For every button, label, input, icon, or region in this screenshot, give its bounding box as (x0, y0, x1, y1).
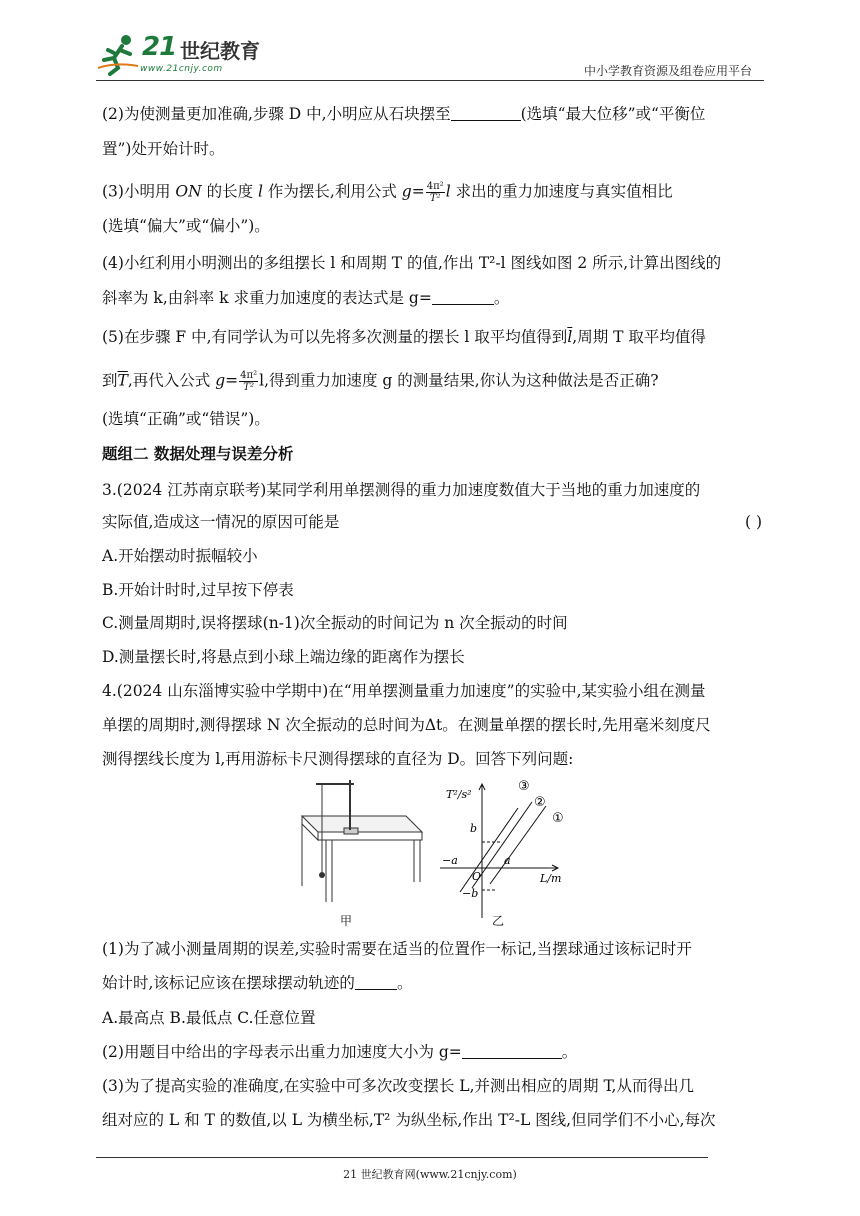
figure-label-right: 乙 (492, 914, 505, 928)
q5-text-d: ,再代入公式 (127, 371, 216, 390)
section-title: 题组二 数据处理与误差分析 (102, 445, 294, 463)
p3-option-b: B.开始计时时,过早按下停表 (102, 581, 294, 599)
q5-text-e: l,得到重力加速度 g 的测量结果,你认为这种做法是否正确? (259, 371, 659, 390)
header-divider (96, 80, 764, 81)
y-axis-label: T²/s² (446, 788, 472, 801)
logo-url: www.21cnjy.com (140, 64, 223, 74)
q2-line2 (102, 139, 224, 159)
q5-frac-den: T² (243, 382, 254, 393)
line-2-label: ② (534, 795, 546, 810)
q3-frac-num: 4π² (426, 181, 444, 192)
figure-label-left: 甲 (340, 914, 353, 928)
q4-text-b: 斜率为 k,由斜率 k 求重力加速度的表达式是 g= (102, 289, 432, 307)
q3-line1 (102, 181, 673, 204)
tick-neg-b: −b (462, 887, 479, 900)
page-footer: 21 世纪教育网(www.21cnjy.com) (343, 1168, 517, 1181)
p3-line1 (102, 480, 700, 500)
q3-text-a: (3)小明用 (102, 182, 176, 201)
p4-q1-text-b: 。 (396, 974, 413, 992)
q3-text-b: 的长度 (201, 182, 259, 201)
q5-line2 (102, 370, 659, 393)
p4-q2-text-b: 。 (561, 1043, 578, 1061)
runner-icon (96, 32, 140, 76)
q3-line2 (102, 216, 270, 236)
q4-line2 (102, 288, 509, 308)
p3-option-c: C.测量周期时,误将摆球(n-1)次全振动的时间记为 n 次全振动的时间 (102, 614, 568, 632)
q5-eq: = (225, 371, 239, 390)
page-header (96, 30, 764, 82)
q3-text-d: 求出的重力加速度与真实值相比 (450, 182, 673, 201)
experiment-figure (296, 776, 576, 932)
q3-frac-den: T² (429, 193, 441, 204)
site-logo (96, 30, 266, 78)
p4-q1-line2 (102, 973, 412, 993)
q3-g: g (401, 182, 412, 201)
p4-q3-line2: 组对应的 L 和 T 的数值,以 L 为横坐标,T² 为纵坐标,作出 T²-L 图线,但同学们不小心,每次 (102, 1111, 716, 1129)
footer-divider (96, 1157, 708, 1158)
header-platform-text: 中小学教育资源及组卷应用平台 (583, 64, 752, 78)
p4-line1: 4.(2024 山东淄博实验中学期中)在“用单摆测量重力加速度”的实验中,某实验小组在测量 (102, 682, 706, 700)
tick-b: b (470, 822, 478, 835)
line-1-label: ① (552, 811, 564, 826)
p4-q1-text-a: 始计时,该标记应该在摆球摆动轨迹的 (102, 974, 355, 992)
q5-text-b: ,周期 T 取平均值得 (572, 328, 706, 346)
x-axis-label: L/m (540, 872, 562, 885)
q4-line1 (102, 253, 721, 273)
p3-answer-paren[interactable]: ( ) (744, 513, 762, 531)
p4-line2: 单摆的周期时,测得摆球 N 次全振动的总时间为Δt。在测量单摆的摆长时,先用毫米刻度尺 (102, 716, 711, 734)
p3-option-a: A.开始摆动时振幅较小 (102, 547, 258, 565)
p4-q1-line1: (1)为了减小测量周期的误差,实验时需要在适当的位置作一标记,当摆球通过该标记时开 (102, 940, 692, 958)
p4-q3-line1: (3)为了提高实验的准确度,在实验中可多次改变摆长 L,并测出相应的周期 T,从而得出几 (102, 1077, 694, 1095)
p3-stem-b: 实际值,造成这一情况的原因可能是 (102, 513, 340, 531)
q3-on: ON (175, 182, 202, 201)
q3-formula-fraction (426, 181, 445, 204)
p4-q2-line (102, 1042, 577, 1062)
tick-a: a (504, 854, 511, 867)
p4-q2-text-a: (2)用题目中给出的字母表示出重力加速度大小为 g= (102, 1043, 462, 1061)
origin-label: O (472, 870, 482, 883)
q5-frac-num: 4π² (240, 370, 258, 381)
logo-text: 世纪教育 (180, 39, 260, 63)
p4-line3: 测得摆线长度为 l,再用游标卡尺测得摆球的直径为 D。回答下列问题: (102, 750, 574, 768)
q2-text-c: 置”)处开始计时。 (102, 140, 225, 158)
q5-lbar: $\overline{l}$ (567, 328, 573, 346)
pendulum-setup-diagram (296, 776, 576, 932)
q5-text-a: (5)在步骤 F 中,有同学认为可以先将多次测量的摆长 l 取平均值得到 (102, 328, 568, 346)
q3-l: l (258, 182, 263, 201)
p4-q2-answer-blank[interactable] (462, 1044, 562, 1059)
q4-text-a: (4)小红利用小明测出的多组摆长 l 和周期 T 的值,作出 T²-l 图线如图 2 所示,计算出图线的 (102, 254, 722, 272)
q4-answer-blank[interactable] (432, 290, 494, 305)
q2-line1 (102, 104, 705, 124)
line-3-label: ③ (518, 779, 530, 794)
q2-text-b: (选填“最大位移”或“平衡位 (520, 105, 706, 123)
tick-neg-a: −a (442, 854, 458, 867)
q3-text-c: 作为摆长,利用公式 (263, 182, 402, 201)
q3-l2: l (445, 182, 451, 201)
q5-text-f: (选填“正确”或“错误”)。 (102, 410, 270, 428)
q5-tbar: $\overline{T}$ (117, 371, 128, 390)
q2-text-a: (2)为使测量更加准确,步骤 D 中,小明应从石块摆至 (102, 105, 451, 123)
p3-stem-a: 3.(2024 江苏南京联考)某同学利用单摆测得的重力加速度数值大于当地的重力加速度的 (102, 481, 701, 499)
logo-number: 21 (142, 32, 177, 62)
q5-line3 (102, 409, 270, 429)
q5-formula-fraction (239, 370, 258, 393)
q5-line1 (102, 327, 706, 347)
p3-line2 (102, 512, 762, 532)
q2-answer-blank[interactable] (451, 106, 521, 121)
p3-option-d: D.测量摆长时,将悬点到小球上端边缘的距离作为摆长 (102, 648, 465, 666)
q3-eq: = (411, 182, 425, 201)
p4-q1-answer-blank[interactable] (355, 975, 397, 990)
q5-g: g (215, 371, 226, 390)
q3-text-e: (选填“偏大”或“偏小”)。 (102, 217, 270, 235)
q5-text-c: 到 (102, 371, 118, 390)
q4-text-c: 。 (493, 289, 510, 307)
p4-q1-options: A.最高点 B.最低点 C.任意位置 (102, 1009, 316, 1027)
